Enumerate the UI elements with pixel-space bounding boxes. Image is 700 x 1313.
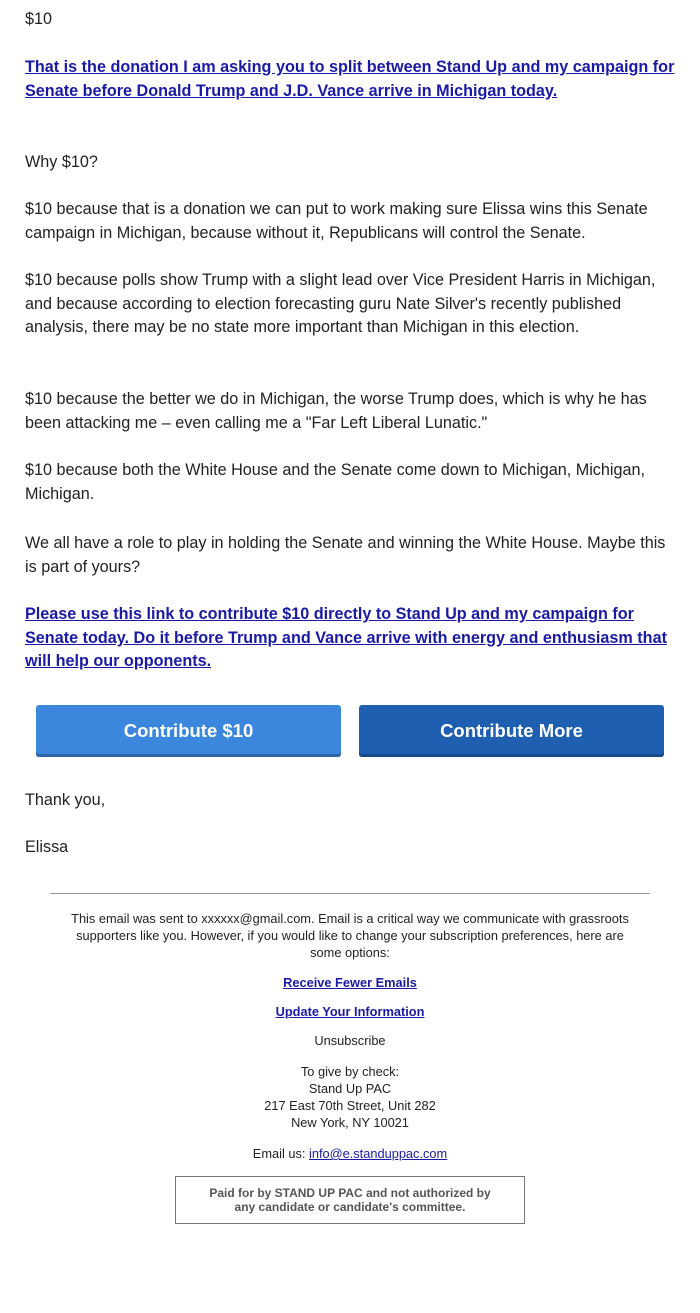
amount-heading: $10: [25, 10, 53, 28]
reason-paragraph-4: $10 because both the White House and the Senate come down to Michigan, Michigan, Michigan.: [25, 461, 646, 503]
donation-ask-link[interactable]: That is the donation I am asking you to split between Stand Up and my campaign for Senate before Donald Trump and J.D. Vance arrive in Michigan today.: [25, 58, 675, 100]
receive-fewer-emails-link[interactable]: Receive Fewer Emails: [283, 975, 417, 990]
thanks-text: Thank you,: [25, 791, 106, 809]
org-name: Stand Up PAC: [308, 1081, 392, 1096]
email-us-row: [70, 1145, 630, 1162]
signature-text: Elissa: [25, 838, 69, 856]
address-line-1: 217 East 70th Street, Unit 282: [264, 1098, 436, 1113]
reason-paragraph-2: $10 because polls show Trump with a slight lead over Vice President Harris in Michigan, and because according to election forecasting guru Nate Silver's recently published analysis, there may be no state more important than Michigan in this election.: [25, 271, 656, 337]
unsubscribe-row: [70, 1032, 630, 1049]
contribute-link[interactable]: Please use this link to contribute $10 directly to Stand Up and my campaign for Senate today. Do it before Trump and Vance arrive with energy and enthusiasm that will help our opponents.: [25, 605, 667, 671]
update-information-link[interactable]: Update Your Information: [275, 1004, 425, 1019]
contribute-10-label: Contribute $10: [123, 720, 254, 741]
footer-divider: [50, 893, 650, 894]
email-us-label: Email us:: [252, 1146, 306, 1161]
reason-paragraph-3: $10 because the better we do in Michigan, the worse Trump does, which is why he has been attacking me – even calling me a "Far Left Liberal Lunatic.": [25, 390, 647, 432]
fewer-emails-row: [70, 974, 630, 991]
why-paragraph: Why $10?: [25, 153, 98, 171]
paid-for-line-1: Paid for by STAND UP PAC and not authorized by: [209, 1186, 491, 1200]
unsubscribe-link[interactable]: Unsubscribe: [314, 1033, 386, 1048]
paid-for-disclaimer: [175, 1176, 525, 1224]
contribute-paragraph: [25, 603, 680, 674]
check-address-block: [70, 1063, 630, 1131]
update-info-row: [70, 1003, 630, 1020]
reason-paragraph-1: $10 because that is a donation we can put to work making sure Elissa wins this Senate campaign in Michigan, because without it, Republicans will control the Senate.: [25, 200, 648, 242]
role-paragraph: We all have a role to play in holding the Senate and winning the White House. Maybe this is part of yours?: [25, 534, 666, 576]
contact-email-link[interactable]: info@e.standuppac.com: [308, 1146, 448, 1161]
paid-for-line-2: any candidate or candidate's committee.: [234, 1200, 466, 1214]
address-line-2: New York, NY 10021: [291, 1115, 409, 1130]
check-label: To give by check:: [300, 1064, 400, 1079]
footer-notice: This email was sent to xxxxxx@gmail.com. Email is a critical way we communicate with grassroots supporters like you. However, if you would like to change your subscription preferences, here are some options:: [71, 911, 629, 960]
donation-ask-paragraph: [25, 56, 680, 103]
contribute-more-label: Contribute More: [440, 720, 583, 741]
contribute-more-button[interactable]: [359, 705, 664, 757]
contribute-10-button[interactable]: [36, 705, 341, 757]
